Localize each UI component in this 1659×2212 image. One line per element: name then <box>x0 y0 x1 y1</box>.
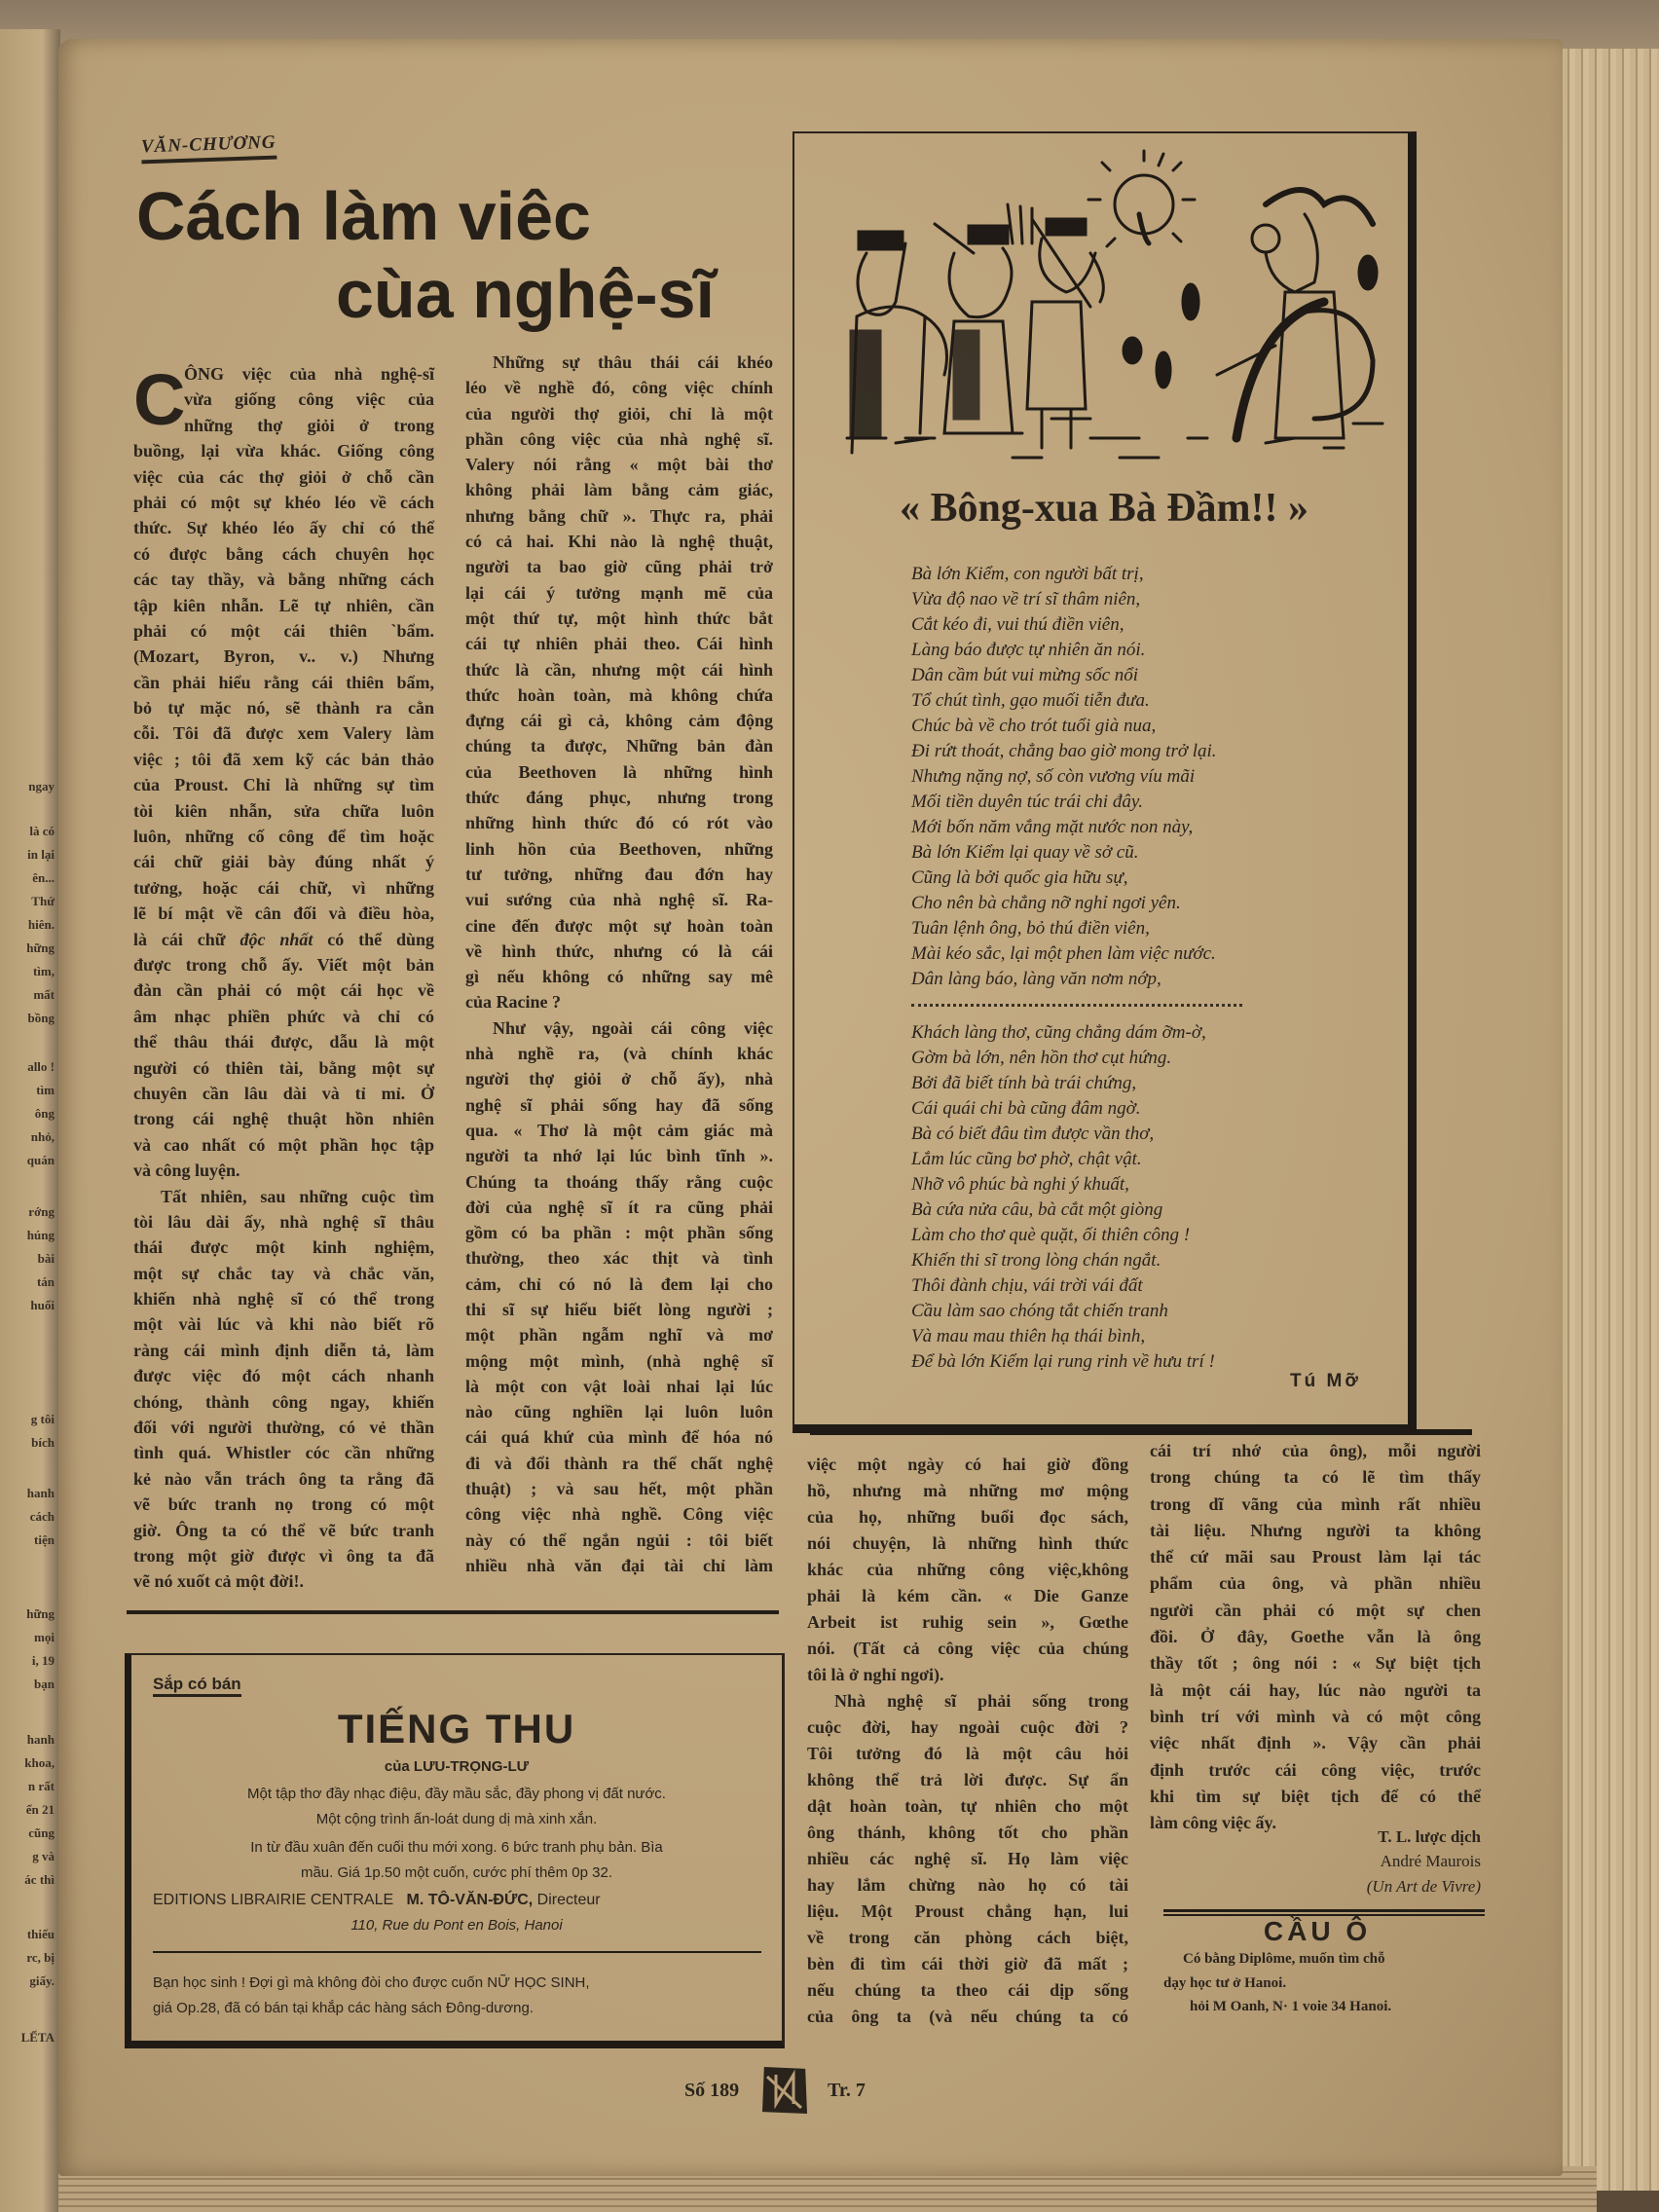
poem-line: Dân cầm bút vui mừng sốc nổi <box>911 665 1139 685</box>
source-credit: (Un Art de Vivre) <box>1366 1877 1481 1896</box>
fragment-line: g tôi <box>30 1412 55 1426</box>
poem-line: Chúc bà về cho trót tuổi già nua, <box>911 716 1157 736</box>
text-line: cine đến được một sự hoàn toàn <box>465 915 773 936</box>
ad-label: Sắp có bán <box>153 1675 241 1697</box>
fragment-line: ông <box>34 1106 55 1121</box>
text-line: khiến nhà nghệ sĩ có thể trong <box>133 1289 434 1309</box>
text-line: gì nếu không có những say mê <box>465 967 773 987</box>
article-title-line-1: Cách làm viêc <box>136 178 591 254</box>
text-line: định trước cái công việc, trước <box>1150 1759 1481 1780</box>
poem-title: « Bông-xua Bà Đầm!! » <box>899 486 1309 531</box>
text-line: Chúng ta thoáng thấy rằng cuộc <box>465 1171 773 1192</box>
fragment-line: là có <box>29 824 55 838</box>
text-line: là một cái hay, lúc nào người ta <box>1150 1679 1481 1700</box>
text-line: trong một giờ được vì ông ta đã <box>133 1545 434 1566</box>
text-line: nếu chúng ta theo cái dịp sống <box>807 1980 1128 2000</box>
fragment-line: húng <box>26 1228 55 1242</box>
poem-line: Bà lớn Kiểm lại quay về sở cũ. <box>911 842 1139 863</box>
text-line: chuyên cần lâu dài và tỉ mỉ. Ở <box>133 1083 434 1103</box>
text-line: phải có một sự khéo léo về cách <box>133 492 434 512</box>
fragment-line: tìm <box>36 1083 55 1097</box>
text-line: thức. Sự khéo léo ấy chỉ có thể <box>133 518 434 538</box>
poem-line: Vừa độ nao về trí sĩ thâm niên, <box>911 589 1141 609</box>
text-line: người ta nhớ lại lúc bình tĩnh ». <box>465 1146 773 1166</box>
text-line: là một con vật loài nhai lại lúc <box>465 1376 773 1396</box>
poem-line: Và mau mau thiên hạ thái bình, <box>911 1326 1146 1346</box>
text-line: đời của nghệ sĩ ít ra cũng phải <box>465 1197 773 1217</box>
poem-line: Khách làng thơ, cũng chẳng dám ỡm-ờ, <box>911 1022 1206 1043</box>
text-line: cái chữ giải bày đúng nhất ý <box>133 852 434 872</box>
fragment-line: tiện <box>34 1532 55 1547</box>
classified-line: dạy học tư ở Hanoi. <box>1163 1975 1287 1991</box>
poem-line: Bà có biết đâu tìm được vần thơ, <box>911 1124 1155 1144</box>
fragment-line: huối <box>30 1298 55 1312</box>
text-line: thể cứ mãi sau Proust làm lại tác <box>1150 1547 1481 1567</box>
text-line: nghệ sĩ phải sống hay đã sống <box>465 1094 773 1115</box>
text-line: Tôi tưởng đó là một câu hỏi <box>807 1744 1128 1763</box>
divider <box>153 1951 761 1953</box>
poem-line: Cũng là bởi quốc gia hữu sự, <box>911 867 1128 888</box>
text-line: một thứ tự, một hình thức bắt <box>465 608 773 628</box>
text-line: việc một ngày có hai giờ đồng <box>807 1455 1128 1474</box>
text-line: có được bằng cách chuyên học <box>133 543 434 564</box>
ad-book-title: TIẾNG THU <box>337 1706 576 1751</box>
poem-line: Đi rứt thoát, chẳng bao giờ mong trở lại. <box>911 741 1217 761</box>
text-line: hay lắm chừng nào họ có tài <box>807 1875 1128 1895</box>
text-line: nhưng bằng chữ ». Thực ra, phải <box>465 505 773 526</box>
left-page-fragment <box>0 820 55 1030</box>
text-line: cái trí nhớ của ông), mỗi người <box>1150 1441 1481 1460</box>
text-line: việc nhất định ». Vậy cần phải <box>1150 1733 1481 1753</box>
fragment-line: bài <box>37 1251 55 1266</box>
fragment-line: g và <box>32 1849 55 1863</box>
divider <box>1163 1909 1485 1912</box>
text-line: tòi kiên nhẫn, sửa chữa luôn <box>133 800 434 821</box>
text-line: phải là kém cần. « Die Ganze <box>807 1586 1128 1605</box>
fragment-line: n rất <box>27 1779 55 1793</box>
text-line: không thể trả lời được. Sự ẩn <box>807 1770 1128 1789</box>
poem-line: Mới bốn năm vắng mặt nước non này, <box>911 817 1194 837</box>
text-line: nhiều nhà văn đại tài chỉ làm <box>465 1555 773 1575</box>
text-line: luôn, những cố công để tìm hoặc <box>133 827 434 847</box>
author-credit: André Maurois <box>1380 1852 1481 1870</box>
text-line: buồng, lại vừa khác. Giống công <box>133 441 434 461</box>
poem-line: Bởi đã biết tính bà trái chứng, <box>911 1073 1137 1093</box>
fragment-line: quán <box>26 1153 55 1167</box>
text-line: được trong chỗ ấy. Viết một bản <box>133 954 434 975</box>
text-line: cái quá khứ của mình để hóa nó <box>465 1427 773 1448</box>
fragment-line: hững <box>26 940 55 955</box>
text-line: tình quá. Whistler cóc cần những <box>133 1443 434 1463</box>
text-line: vẽ nó xuốt cả một đời!. <box>133 1571 304 1592</box>
text-line: trong dĩ vãng của mình rất nhiều <box>1150 1493 1481 1514</box>
poem-line: Nhưng nặng nợ, số còn vương víu mãi <box>911 766 1196 787</box>
text-line: cần phải hiểu rằng cái thiên bẩm, <box>133 672 434 692</box>
poem-line: Thôi đành chịu, vái trời vái đất <box>911 1275 1143 1296</box>
poem-line: Bà lớn Kiểm, con người bất trị, <box>911 564 1144 584</box>
text-line: và công luyện. <box>133 1161 240 1181</box>
text-line: cái tự nhiên phải theo. Cái hình <box>465 634 773 654</box>
text-line: và cao nhất có một phần học tập <box>133 1134 434 1155</box>
text-line: khác của những công việc,không <box>807 1560 1128 1579</box>
text-line: nói. (Tất cả công việc của chúng <box>807 1639 1128 1658</box>
poem-line: Gờm bà lớn, nên hồn thơ cụt hứng. <box>911 1048 1172 1068</box>
text-line: người thợ giỏi ở chỗ ấy), nhà <box>465 1069 773 1089</box>
text-line: thức là cần, nhưng một cái hình <box>465 659 773 680</box>
text-line: Những sự thâu thái cái khéo <box>493 352 773 372</box>
text-line: chúng ta được, Những bản đàn <box>465 736 773 756</box>
text-line: này có thể ngắn ngủi : tôi biết <box>465 1530 773 1550</box>
fragment-line: ác thì <box>24 1872 55 1887</box>
book-advertisement <box>125 1653 785 2048</box>
text-line: một sự chắc tay và chắc văn, <box>133 1263 434 1283</box>
drop-cap: C <box>133 359 186 440</box>
text-line: Như vậy, ngoài cái công việc <box>493 1017 773 1038</box>
left-page-fragment <box>0 1728 55 1892</box>
text-line: bèn đi tìm cái thời giờ đã mất ; <box>807 1954 1128 1973</box>
text-line: nhà nghề ra, (và chính khác <box>465 1044 773 1064</box>
italic-text: độc nhất <box>240 929 313 949</box>
fragment-line: tìm, <box>32 964 55 978</box>
text-line: đựng cái gì cả, không cảm động <box>465 711 773 731</box>
poem-line: Mối tiền duyên túc trái chi đây. <box>911 792 1143 812</box>
poem-line: Làng báo được tự nhiên ăn nói. <box>911 640 1146 660</box>
classified-title: CẦU Ô <box>1263 1916 1372 1946</box>
text-line: việc ; tôi đã xem kỹ các bản thảo <box>133 749 434 769</box>
text-line: thức hoàn toàn, mà không chứa <box>465 684 773 705</box>
text-line: cuộc đời, hay ngoài cuộc đời ? <box>807 1717 1128 1737</box>
text-line: bình trí với mình và có một công <box>1150 1706 1481 1726</box>
text-line: Valery nói rằng « một bài thơ <box>465 455 773 475</box>
text-line: của người thợ giỏi, chỉ là một <box>465 403 773 424</box>
fragment-line: mất <box>33 987 55 1002</box>
text-line: nhiều các nghệ sĩ. Họ làm việc <box>807 1849 1128 1868</box>
text-line: cảm, chỉ có nó là đem lại cho <box>465 1273 773 1294</box>
text-line: lại cái ý tưởng mạnh mẽ của <box>465 582 773 603</box>
text-line: nói chuyện, là những hình thức <box>807 1533 1128 1553</box>
text-line: cỗi. Tôi đã được xem Valery làm <box>133 723 434 744</box>
fragment-line: mọi <box>34 1630 55 1644</box>
text-line: được việc đó một cách nhanh <box>133 1366 434 1386</box>
article-column-3 <box>807 1452 1128 2030</box>
text-line: công việc nhà nghề. Công việc <box>465 1504 773 1525</box>
text-line: những hình thức đó có rót vào <box>465 813 773 833</box>
text-segment: có thể dùng <box>313 929 435 949</box>
left-page-fragment <box>0 1482 55 1552</box>
left-page-fragment <box>0 1200 55 1317</box>
text-line: các tay thầy, và bằng những cách <box>133 570 434 590</box>
fragment-line: cách <box>29 1509 55 1524</box>
text-line: (Mozart, Byron, v.. v.) Nhưng <box>133 646 434 667</box>
text-line: chóng, thành công ngay, khiến <box>133 1391 434 1412</box>
poem-line: Tổ chút tình, gạo muối tiễn đưa. <box>911 690 1150 711</box>
text-line: hồ, nhưng mà những mơ mộng <box>807 1481 1128 1500</box>
text-line: tôi là ở nghỉ ngơi). <box>807 1665 944 1684</box>
fragment-line: ên... <box>32 870 55 885</box>
text-line: về hình thức, nhưng có là cái <box>465 940 773 961</box>
fragment-line: hanh <box>26 1486 55 1500</box>
text-line: giờ. Ông ta có thể vẽ bức tranh <box>133 1520 434 1540</box>
fragment-line: tán <box>36 1274 55 1289</box>
text-line: một vài lúc và khi nào biết rõ <box>133 1314 434 1335</box>
text-line: trong chúng ta có lẽ tìm thấy <box>1150 1467 1481 1488</box>
text-line: thức đáng phục, nhưng trong <box>465 788 773 808</box>
divider <box>127 1610 779 1614</box>
text-line: tập kiên nhẫn. Lẽ tự nhiên, cần <box>133 595 434 615</box>
text-line: làm công việc ấy. <box>1150 1813 1276 1833</box>
text-line: người cần phải có một sự chen <box>1150 1600 1481 1620</box>
text-line: qua. « Thơ là một cảm giác mà <box>465 1120 773 1140</box>
issue-number: Số 189 <box>684 2080 740 2101</box>
fragment-line: rc, bị <box>26 1950 55 1965</box>
text-line <box>133 927 434 952</box>
fragment-line: hững <box>26 1606 55 1621</box>
text-line: thái được một kinh nghiệm, <box>133 1237 434 1258</box>
poem-line: Nhỡ vô phúc bà nghi ý khuất, <box>911 1174 1129 1195</box>
text-line: đồi. Ở đây, Goethe vẫn là ông <box>1150 1627 1481 1647</box>
ad-address: 110, Rue du Pont en Bois, Hanoi <box>350 1917 563 1934</box>
article-column-1 <box>133 361 434 1595</box>
fragment-line: hiên. <box>27 917 55 932</box>
text-line: linh hồn của Beethoven, những <box>465 838 773 859</box>
divider <box>810 1429 1472 1435</box>
translator: T. L. lược dịch <box>1378 1827 1481 1846</box>
fragment-line: khoa, <box>24 1755 55 1770</box>
fragment-line: allo ! <box>27 1059 55 1074</box>
ad-director: M. TÔ-VĂN-ĐỨC, <box>406 1892 534 1908</box>
text-line: mộng một mình, (nhà nghệ sĩ <box>465 1350 773 1371</box>
text-line: người ta bao giờ cũng phải trở <box>465 557 773 577</box>
article-title-line-2: cùa nghệ-sĩ <box>336 256 715 332</box>
text-line: ràng cái mình định diễn tả, làm <box>133 1340 434 1360</box>
article-column-2 <box>465 350 773 1578</box>
ad-promo: giá Op.28, đã có bán tại khắp các hàng sách Đông-dương. <box>153 2000 534 2016</box>
ad-text: mầu. Giá 1p.50 một cuốn, cước phí thêm 0p 32. <box>300 1864 613 1881</box>
text-line: bỏ tự mặc nó, sẽ thành ra cằn <box>133 698 434 719</box>
fragment-line: bích <box>31 1435 55 1450</box>
text-line: thuật) ; và sau hết, một phần <box>465 1479 773 1499</box>
poem-line: Tuân lệnh ông, bỏ thú điền viên, <box>911 918 1150 939</box>
left-page-fragment <box>0 2026 55 2049</box>
poem-line: Khiến thi sĩ trong lòng chán ngắt. <box>911 1250 1161 1271</box>
left-page-fragment <box>0 1923 55 1993</box>
text-line: phẩm của ông, và phần nhiều <box>1150 1573 1481 1594</box>
poem-line: Cắt kéo đi, vui thú điền viên, <box>911 614 1124 635</box>
text-line: lẽ bí mật về cân đối và điều hòa, <box>133 903 434 924</box>
fragment-line: ngay <box>28 779 55 793</box>
fragment-line: in lại <box>27 847 55 862</box>
text-line: thầy tốt ; ông nói : « Sự biệt tịch <box>1150 1653 1481 1674</box>
poem-line: Để bà lớn Kiểm lại rung rinh về hưu trí ! <box>911 1351 1215 1372</box>
text-line: tưởng, hoặc cái chữ, vì những <box>133 877 434 898</box>
text-line: của Racine ? <box>465 992 561 1013</box>
ad-promo: Bạn học sinh ! Đợi gì mà không đòi cho được cuốn NỮ HỌC SINH, <box>153 1974 590 1991</box>
poem-line: Dân làng báo, làng văn nơm nớp, <box>911 969 1161 989</box>
fragment-line: LẾTA <box>20 2030 55 2045</box>
poem-line: Cầu làm sao chóng tắt chiến tranh <box>911 1301 1168 1321</box>
poem-line: Bà cứa nửa câu, bà cắt một giòng <box>911 1199 1163 1220</box>
ad-text: Một tập thơ đầy nhạc điệu, đầy mầu sắc, đầy phong vị đất nước. <box>247 1786 666 1802</box>
text-line: ÔNG việc của nhà nghệ-sĩ <box>184 364 434 384</box>
ad-director-title: Directeur <box>536 1892 601 1908</box>
cartoon-illustration <box>808 146 1402 467</box>
text-line: âm nhạc phiền phức và chỉ có <box>133 1006 434 1026</box>
fragment-line: ến 21 <box>25 1802 55 1817</box>
fragment-line: Thứ <box>31 894 55 908</box>
text-line: của ông ta (và nếu chúng ta có <box>807 2007 1128 2026</box>
poem-line: Cho nên bà chẳng nỡ nghỉ ngơi yên. <box>911 893 1181 913</box>
text-segment: là cái chữ <box>133 929 240 949</box>
ad-text: Một cộng trình ấn-loát dung dị mà xinh xắn. <box>315 1811 598 1827</box>
cartoon-man-with-umbrella <box>1217 190 1373 448</box>
left-page-fragment <box>0 1603 55 1696</box>
cartoon-officials <box>847 204 1103 453</box>
fragment-line: nhỏ, <box>30 1129 55 1144</box>
poem-line: Lắm lúc cũng bơ phờ, chật vật. <box>911 1149 1142 1169</box>
text-line: của Proust. Chỉ là những sự tìm <box>133 775 434 795</box>
poem-line: Mài kéo sắc, lại một phen làm việc nước. <box>911 943 1216 964</box>
text-line: về trong căn phòng cách biệt, <box>807 1928 1128 1947</box>
left-page-fragment <box>0 775 55 798</box>
fragment-line: i, 19 <box>31 1653 55 1668</box>
text-line: đàn cần phải có một cái học về <box>133 980 434 1001</box>
text-line: những thợ giỏi ở trong <box>184 415 434 435</box>
text-line: ông thánh, không tốt cho phần <box>807 1823 1128 1842</box>
ad-publisher-line <box>153 1892 601 1909</box>
text-line: đối với người thường, có vẻ thần <box>133 1418 434 1438</box>
text-line: phần công việc của nhà nghệ sĩ. <box>465 428 773 449</box>
poem-line: Làm cho thơ què quặt, ối thiên công ! <box>911 1225 1191 1245</box>
fragment-line: bồng <box>27 1011 55 1025</box>
poem-text <box>911 562 1242 1375</box>
fragment-line: rớng <box>28 1204 55 1219</box>
text-line: Nhà nghệ sĩ phải sống trong <box>834 1691 1128 1711</box>
ad-text: In từ đầu xuân đến cuối thu mới xong. 6 bức tranh phụ bản. Bìa <box>250 1839 663 1856</box>
text-line: có cả hai. Khi nào là nghệ thuật, <box>465 532 773 552</box>
page-number: Tr. 7 <box>828 2080 866 2101</box>
text-line: không phải làm bằng cảm giác, <box>465 480 773 500</box>
publication-logo <box>762 2067 807 2114</box>
classified-line: hỏi M Oanh, N· 1 voie 34 Hanoi. <box>1190 1999 1392 2014</box>
poem-author: Tú Mỡ <box>1290 1371 1361 1391</box>
fragment-line: hanh <box>26 1732 55 1747</box>
text-line: việc của các thợ giỏi ở chỗ cần <box>133 466 434 487</box>
classified-line: Có bằng Diplôme, muốn tìm chỗ <box>1183 1951 1385 1967</box>
text-line: thường, theo xác thịt và tình <box>465 1248 773 1269</box>
text-line: gồm có ba phần : một phần sống <box>465 1223 773 1243</box>
text-line: tòi lâu dài ấy, nhà nghệ sĩ thâu <box>133 1211 434 1232</box>
text-line: thi sĩ sự hiểu biết lòng người ; <box>465 1299 773 1319</box>
text-line: của Beethoven là những hình <box>465 761 773 782</box>
text-line: vừa giống công việc của <box>184 389 434 410</box>
article-column-4 <box>1150 1438 1481 1836</box>
text-line: tài liệu. Nhưng người ta không <box>1150 1520 1481 1540</box>
text-line: kẻ nào vẫn trách ông ta rằng đã <box>133 1468 434 1489</box>
text-line: một phần ngẫm nghĩ và mơ <box>465 1325 773 1346</box>
fragment-line: bạn <box>34 1677 55 1691</box>
text-line: của họ, những buổi đọc sách, <box>807 1507 1128 1527</box>
translator-credit <box>1378 1827 1481 1847</box>
text-line: vẽ bức tranh nọ trong có một <box>133 1494 434 1515</box>
text-line: léo về nghề đó, công việc chính <box>465 378 773 398</box>
poem-line: Cái quái chi bà cũng đâm ngờ. <box>911 1098 1141 1119</box>
text-line: khi tìm sự biệt tịch để có thể <box>1150 1786 1481 1806</box>
sun-face-icon <box>1088 151 1195 246</box>
text-line: phải có một cái thiên `bẩm. <box>133 620 434 641</box>
text-line: đi và đổi thành ra thể chất nghệ <box>465 1453 773 1473</box>
logo-mark-icon <box>762 2067 807 2114</box>
stacked-page-edges <box>1548 49 1659 2191</box>
text-line: dật hoàn toàn, tự nhiên cho một <box>807 1796 1128 1816</box>
text-line: Tất nhiên, sau những cuộc tìm <box>161 1186 434 1206</box>
left-page-fragment <box>0 1055 55 1172</box>
text-line: Arbeit ist ruhig sein », Gœthe <box>807 1612 1128 1632</box>
text-line: tư tưởng, những đau đớn hay <box>465 864 773 884</box>
text-line: người có thiên tài, bằng một sự <box>133 1057 434 1078</box>
fragment-line: thiếu <box>26 1927 55 1941</box>
section-label: VĂN-CHƯƠNG <box>141 132 277 165</box>
text-line: vui sướng của nhà nghệ sĩ. Ra- <box>465 890 773 910</box>
fragment-line: giấy. <box>29 1973 55 1988</box>
ad-publisher: EDITIONS LIBRAIRIE CENTRALE <box>153 1892 394 1908</box>
ad-book-author: của LƯU-TRỌNG-LƯ <box>384 1758 530 1775</box>
text-line: thể thâu thái được, dẫu là một <box>133 1032 434 1052</box>
text-line: nào cũng nghiền lại luôn luôn <box>465 1402 773 1422</box>
fragment-line: cũng <box>28 1825 55 1840</box>
text-line: liệu. Một Proust chẳng hạn, lui <box>807 1901 1128 1921</box>
left-page-fragment <box>0 1408 55 1455</box>
text-line: trong cái nghệ thuật hồn nhiên <box>133 1109 434 1129</box>
